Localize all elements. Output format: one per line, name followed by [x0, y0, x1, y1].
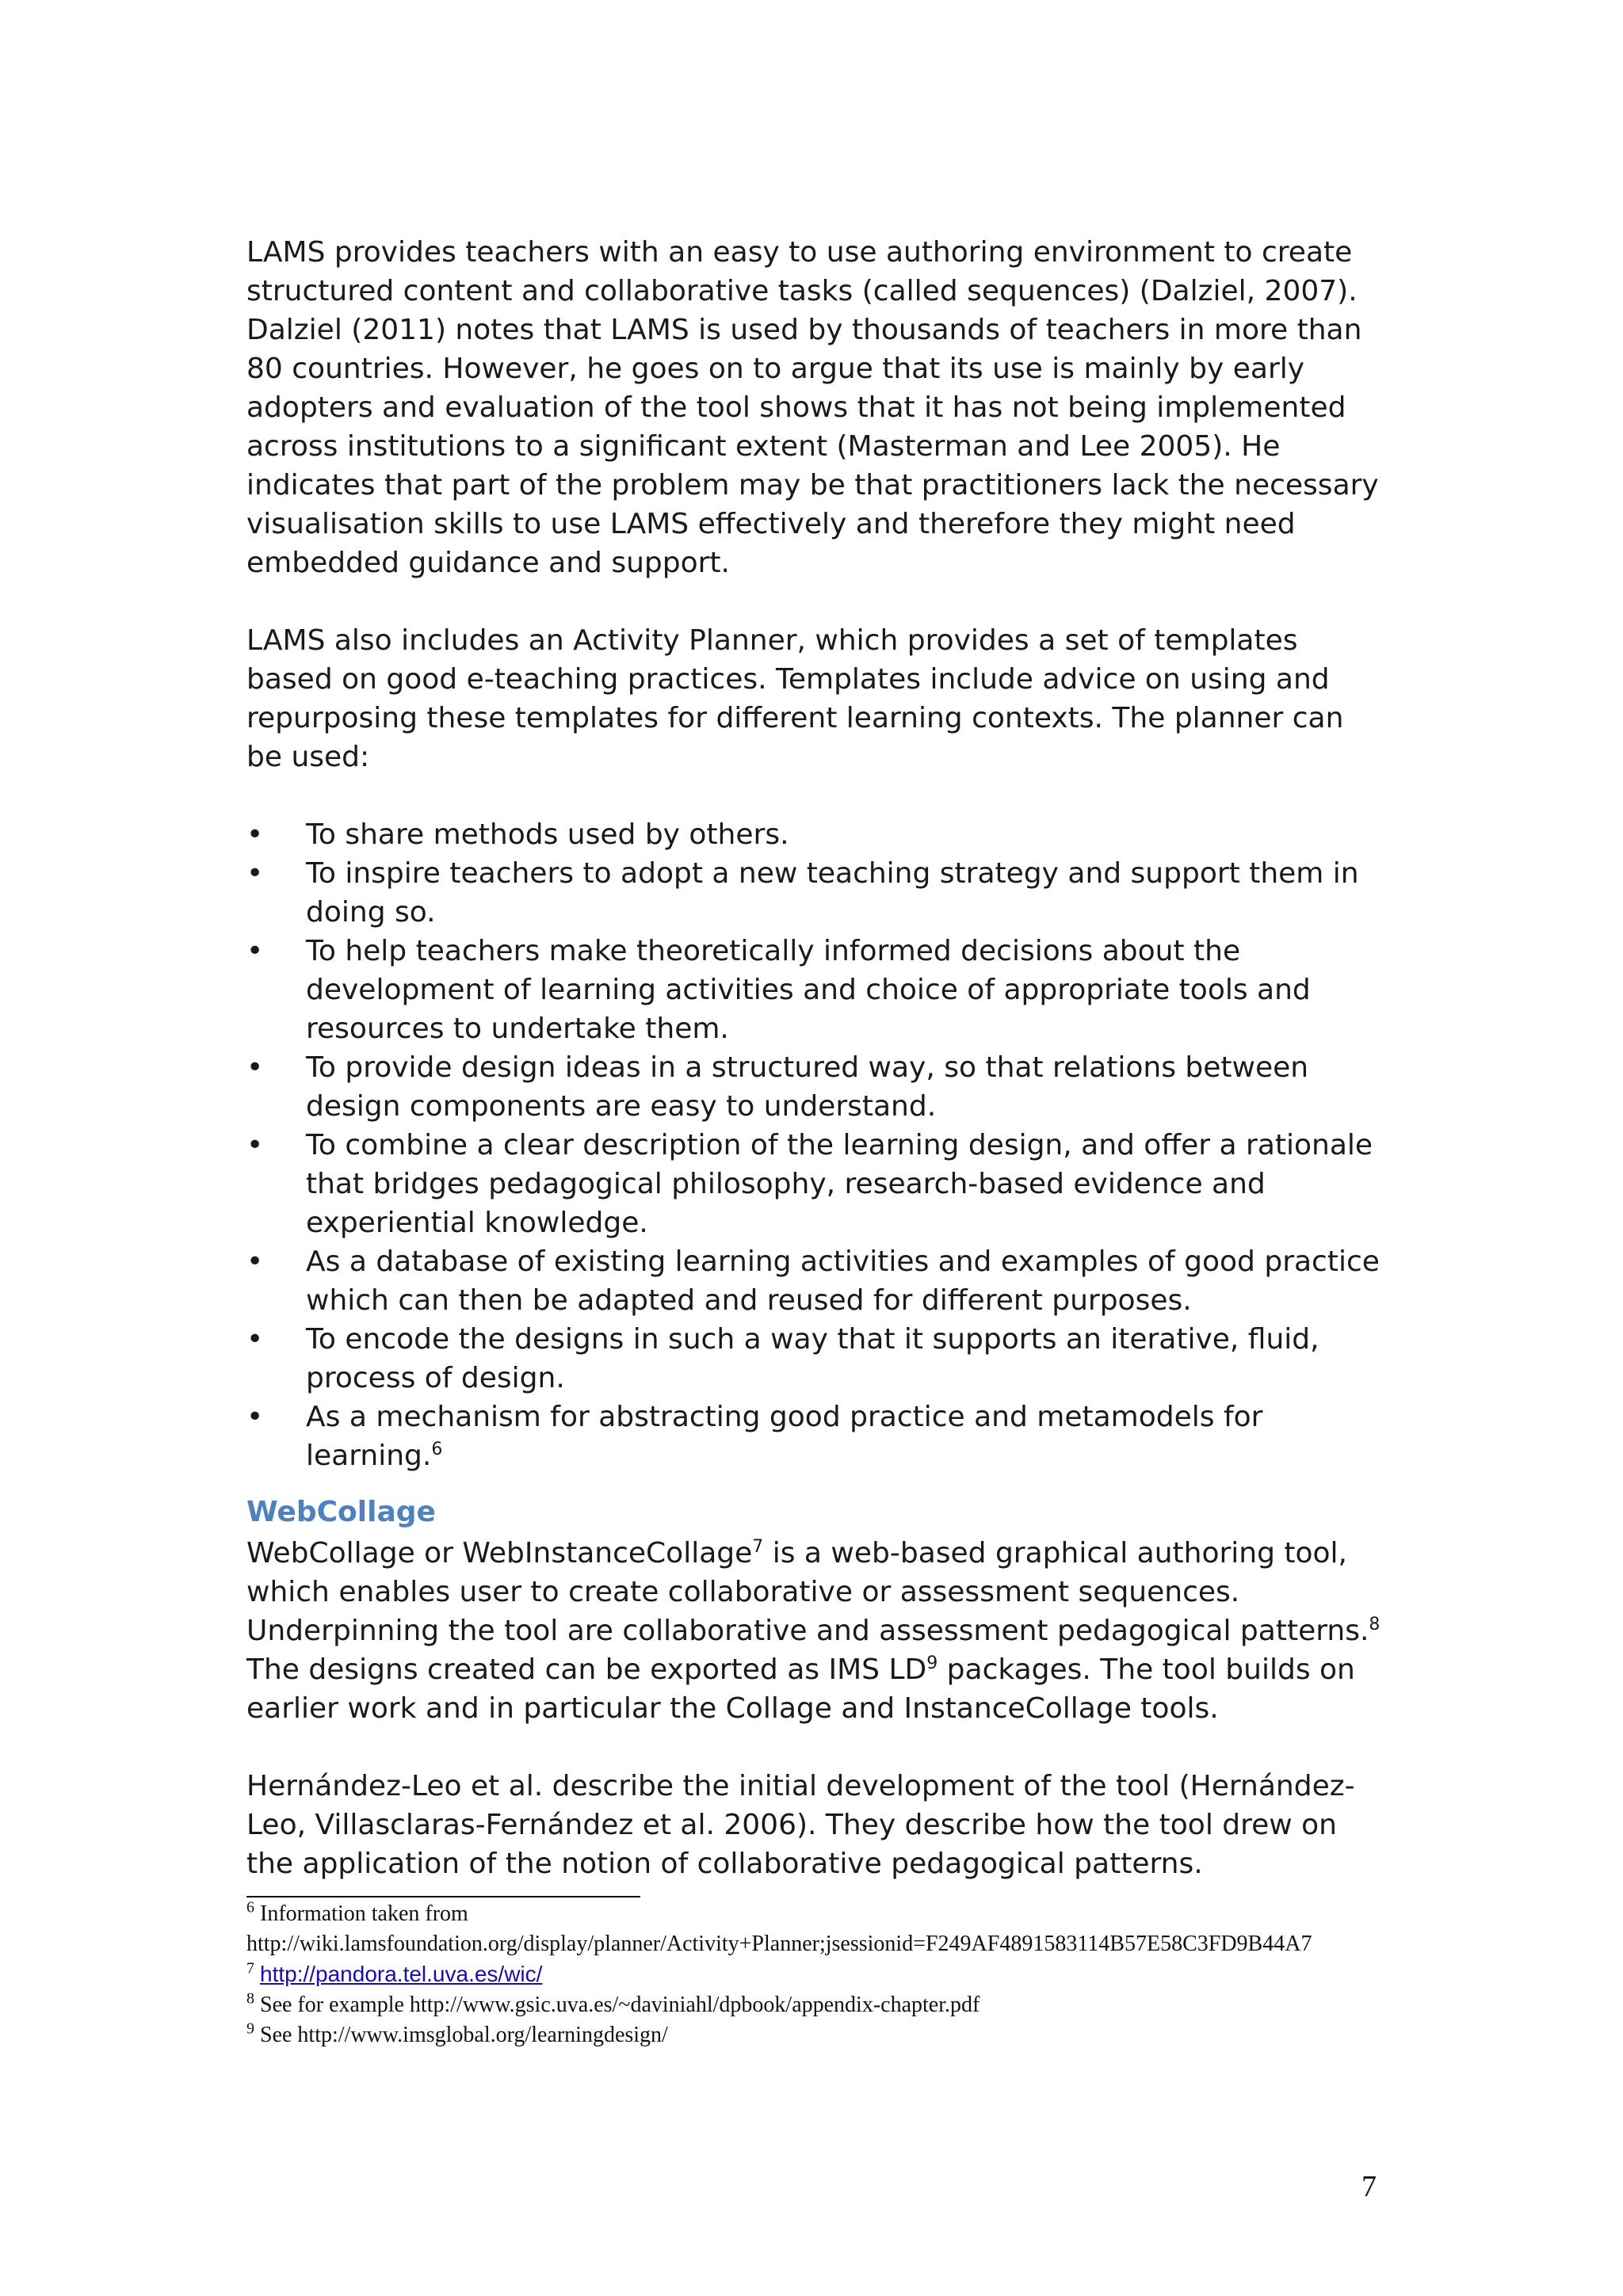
- list-item: • As a database of existing learning activities and examples of good practice which can then be adapted and reused for different purposes.: [246, 1242, 1388, 1320]
- list-item: • To provide design ideas in a structured way, so that relations between design components are easy to understand.: [246, 1048, 1388, 1126]
- bullet-icon: •: [246, 1245, 264, 1278]
- list-item: • To encode the designs in such a way that it supports an iterative, fluid, process of design.: [246, 1320, 1388, 1398]
- footnote-9: $^9$ See http://www.imsglobal.org/learningdesign/: [246, 2019, 668, 2047]
- footnote-6: $^6$ Information taken from http://wiki.lamsfoundation.org/display/planner/Activity+Planner;jsessionid=F249AF4891583114B57E58C3FD9B44A7: [246, 1898, 1312, 1956]
- list-item: • To help teachers make theoretically informed decisions about the development of learning activities and choice of appropriate tools and resources to undertake them.: [246, 932, 1388, 1048]
- paragraph-activity-planner: LAMS also includes an Activity Planner, which provides a set of templates based on good e-teaching practices. Templates include advice on using and repurposing these templates for different learning contexts. The planner can be used:: [246, 624, 1344, 773]
- section-heading-webcollage: WebCollage: [246, 1496, 436, 1528]
- bullet-icon: •: [246, 935, 264, 967]
- list-item: • To combine a clear description of the learning design, and offer a rationale that bridges pedagogical philosophy, research-based evidence and experiential knowledge.: [246, 1126, 1388, 1242]
- footnote-7-link[interactable]: http://pandora.tel.uva.es/wic/: [260, 1962, 543, 1986]
- footnote-ref-7[interactable]: 7: [752, 1537, 764, 1557]
- bullet-icon: •: [246, 857, 264, 890]
- bullet-icon: •: [246, 1323, 264, 1356]
- list-item: • As a mechanism for abstracting good practice and metamodels for learning.$^6$: [246, 1398, 1388, 1475]
- footnote-7: $^7$ http://pandora.tel.uva.es/wic/: [246, 1959, 543, 1986]
- bullet-icon: •: [246, 818, 264, 851]
- paragraph-lams-intro: LAMS provides teachers with an easy to use authoring environment to create structured content and collaborative tasks (called sequences) (Dalziel, 2007). Dalziel (2011) notes that LAMS is used by thousands of teachers in more than 80 countries. However, he goes on to argue that its use is mainly by early adopters and evaluation of the tool shows that it has not being implemented across institutions to a significant extent (Masterman and Lee 2005). He indicates that part of the problem may be that practitioners lack the necessary visualisation skills to use LAMS effectively and therefore they might need embedded guidance and support.: [246, 236, 1379, 579]
- footnote-ref-9[interactable]: 9: [926, 1653, 938, 1673]
- footnote-ref-8[interactable]: 8: [1369, 1615, 1381, 1634]
- bullet-icon: •: [246, 1129, 264, 1161]
- page-number: 7: [1361, 2170, 1377, 2203]
- planner-uses-list: [246, 815, 1388, 1475]
- paragraph-hernandez-leo: Hernández-Leo et al. describe the initial development of the tool (Hernández-Leo, Villasclaras-Fernández et al. 2006). They describe how the tool drew on the application of the notion of collaborative pedagogical patterns.: [246, 1770, 1355, 1880]
- main-content: [246, 233, 1388, 1922]
- footnote-ref-6[interactable]: 6: [431, 1440, 443, 1459]
- footnote-8: $^8$ See for example http://www.gsic.uva.es/~daviniahl/dpbook/appendix-chapter.pdf: [246, 1989, 980, 2017]
- list-item: • To inspire teachers to adopt a new teaching strategy and support them in doing so.: [246, 854, 1388, 932]
- footnote-divider: [246, 1896, 640, 1897]
- bullet-icon: •: [246, 1401, 264, 1433]
- paragraph-webcollage: WebCollage or WebInstanceCollage$^7$ is a web-based graphical authoring tool, which enables user to create collaborative or assessment sequences. Underpinning the tool are collaborative and assessment pedagogical patterns.$^8$ The designs created can be exported as IMS $LD^9$ packages. The tool builds on earlier work and in particular the Collage and InstanceCollage tools.: [246, 1537, 1381, 1725]
- footnotes: [246, 1899, 1388, 2050]
- bullet-icon: •: [246, 1051, 264, 1084]
- list-item: • To share methods used by others.: [246, 815, 1388, 854]
